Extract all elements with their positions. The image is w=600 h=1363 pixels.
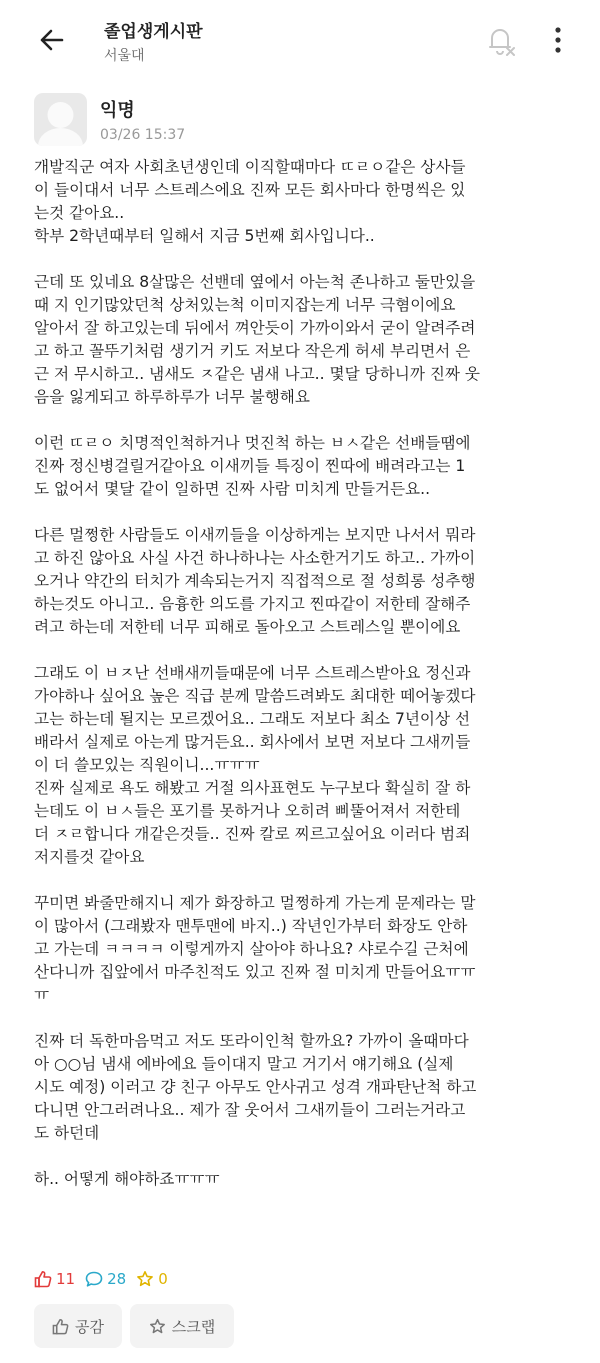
post-body: 개발직군 여자 사회초년생인데 이직할때마다 ㄸㄹㅇ같은 상사들 이 들이대서 너무 스트레스에요 진짜 모든 회사마다 한명씩은 있 는것 같아요.. 학부 2학년때부터 일해서 지금 5번째 회사입니다.. 근데 또 있네요 8살많은 선밴데 옆에서 아는척 존나하고 둘만있을 때 지 인기많았던척 상처있는척 이미지잡는게 너무 극혐이에요 알아서 잘 하고있는데 뒤에서 껴안듯이 가까이와서 굳이 알려주려 고 하고 꼴뚜기처럼 생기거 키도 저보다 작은게 허세 부리면서 은 근 저 무시하고.. 냄새도 ㅈ같은 냄새 나고.. 몇달 당하니까 진짜 웃 음을 잃게되고 하루하루가 너무 불행해요 이런 ㄸㄹㅇ 치명적인척하거나 멋진척 하는 ㅂㅅ같은 선배들땜에 진짜 정신병걸릴거같아요 이새끼들 특징이 찐따에 배려라고는 1 도 없어서 몇달 같이 일하면 진짜 사람 미치게 만들거든요.. 다른 멀쩡한 사람들도 이새끼들을 이상하게는 보지만 나서서 뭐라 고 하진 않아요 사실 사건 하나하나는 사소한거기도 하고.. 가까이 오거나 약간의 터치가 계속되는거지 직접적으로 절 성희롱 성추행 하는것도 아니고.. 음흉한 의도를 가지고 찐따같이 저한테 잘해주 려고 하는데 저한테 너무 피해로 돌아오고 스트레스일 뿐이에요 그래도 이 ㅂㅈ난 선배새끼들때문에 너무 스트레스받아요 정신과 가야하나 싶어요 높은 직급 분께 말씀드려봐도 최대한 떼어놓겠다 고는 하는데 될지는 모르겠어요.. 그래도 저보다 최소 7년이상 선 배라서 실제로 아는게 많거든요.. 회사에서 보면 저보다 그새끼들 이 더 쓸모있는 직원이니...ㅠㅠㅠ 진짜 실제로 욕도 해봤고 거절 의사표현도 누구보다 확실히 잘 하 는데도 이 ㅂㅅ들은 포기를 못하거나 오히려 삐뚤어져서 저한테 더 ㅈㄹ합니다 개같은것들.. 진짜 칼로 찌르고싶어요 이러다 범죄 저지를것 같아요 꾸미면 봐줄만해지니 제가 화장하고 멀쩡하게 가는게 문제라는 말 이 많아서 (그래봤자 맨투맨에 바지..) 작년인가부터 화장도 안하 고 가는데 ㅋㅋㅋㅋ 이렇게까지 살아야 하나요? 샤로수길 근처에 산다니까 집앞에서 마주친적도 있고 진짜 절 미치게 만들어요ㅠㅠ ㅠ 진짜 더 독한마음먹고 저도 또라이인척 할까요? 가까이 올때마다 아 ○○님 냄새 에바에요 들이대지 말고 거기서 얘기해요 (실제 시도 예정) 이러고 걍 친구 아무도 안사귀고 성격 개파탄난척 하고 다니면 안그러려나요.. 제가 잘 웃어서 그새끼들이 그러는거라고 도 하던데 하.. 어떻게 해야하죠ㅠㅠㅠ <box>34 158 480 1188</box>
comment-count <box>85 1270 126 1288</box>
star-icon <box>149 1318 166 1335</box>
like-count-value: 11 <box>56 1270 76 1288</box>
scrap-count-value: 0 <box>158 1270 168 1288</box>
author-section <box>34 93 594 149</box>
more-vertical-icon <box>547 24 569 56</box>
like-button-label: 공감 <box>75 1317 104 1336</box>
notification-off-icon <box>483 22 517 58</box>
thumbs-up-icon <box>34 1270 52 1288</box>
top-bar <box>0 0 600 80</box>
comment-count-value: 28 <box>107 1270 127 1288</box>
thumbs-up-icon <box>52 1318 69 1335</box>
post-date: 03/26 15:37 <box>100 127 186 143</box>
author-name: 익명 <box>100 100 135 121</box>
back-button[interactable] <box>30 22 74 58</box>
like-count <box>34 1270 75 1288</box>
scrap-count <box>136 1270 168 1288</box>
default-avatar-icon <box>34 93 87 146</box>
avatar <box>34 93 87 146</box>
scrap-button[interactable] <box>130 1304 234 1348</box>
board-subtitle: 서울대 <box>104 48 145 64</box>
board-title: 졸업생게시판 <box>104 22 203 42</box>
star-icon <box>136 1270 154 1288</box>
post-actions <box>34 1304 242 1348</box>
scrap-button-label: 스크랩 <box>171 1317 216 1336</box>
more-options-button[interactable] <box>547 24 569 56</box>
notification-button[interactable] <box>483 22 517 58</box>
comment-bubble-icon <box>85 1270 103 1288</box>
like-button[interactable] <box>34 1304 122 1348</box>
post-stats <box>34 1269 178 1289</box>
back-arrow-icon <box>30 22 74 58</box>
